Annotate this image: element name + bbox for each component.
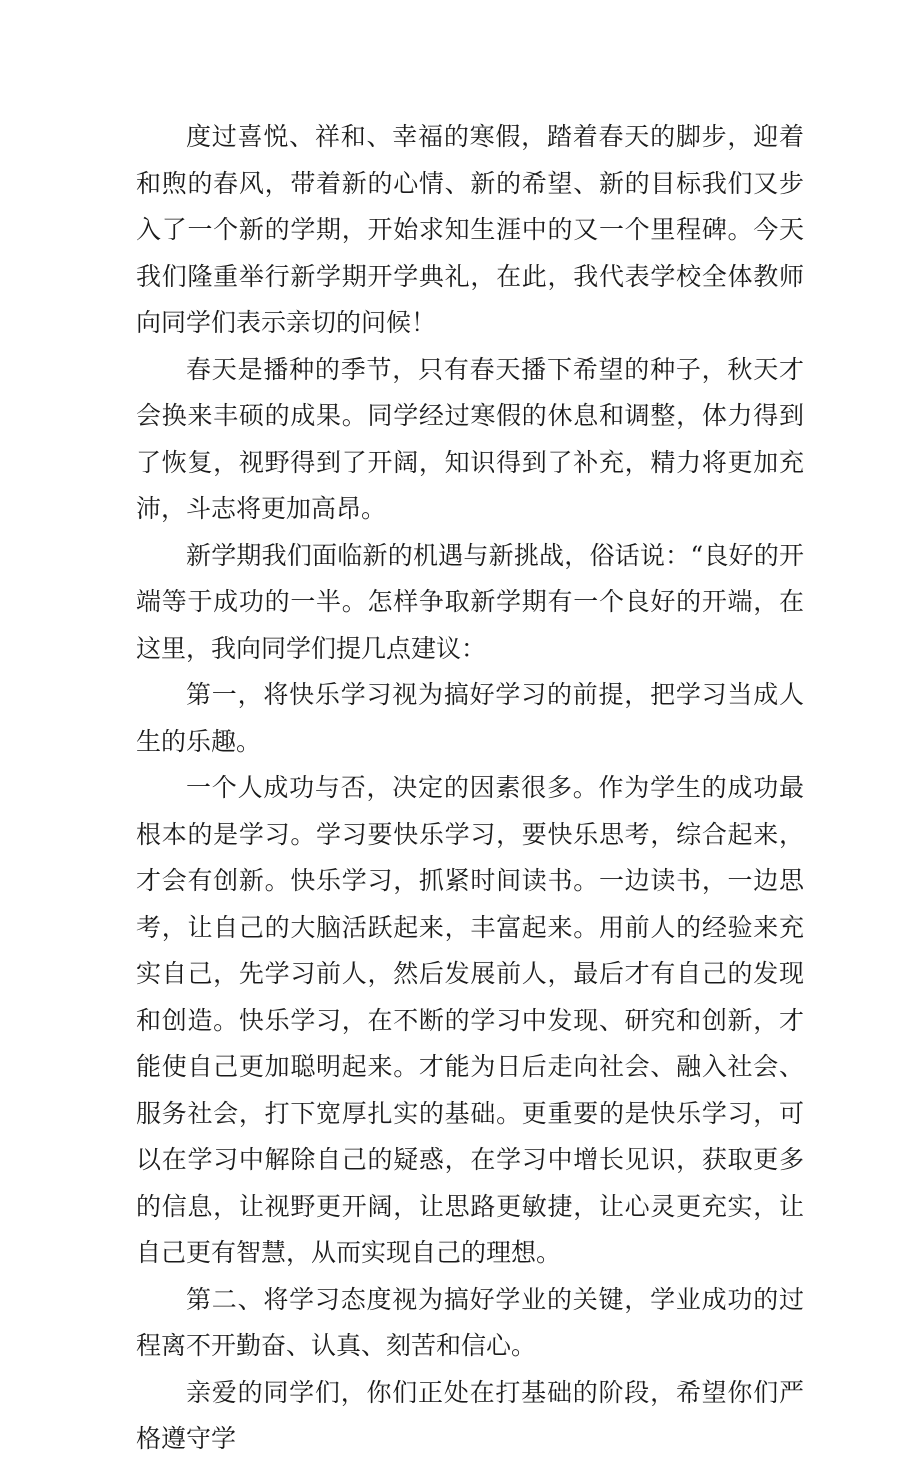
paragraph: 第二、将学习态度视为搞好学业的关键，学业成功的过程离不开勤奋、认真、刻苦和信心。 <box>136 1284 804 1360</box>
paragraph: 亲爱的同学们，你们正处在打基础的阶段，希望你们严格遵守学 <box>136 1377 804 1453</box>
paragraph: 第一，将快乐学习视为搞好学习的前提，把学习当成人生的乐趣。 <box>136 680 804 756</box>
document-body <box>136 114 804 1463</box>
paragraph: 新学期我们面临新的机遇与新挑战，俗话说：“良好的开端等于成功的一半。怎样争取新学期有一个良好的开端，在这里，我向同学们提几点建议： <box>136 540 804 663</box>
paragraph: 春天是播种的季节，只有春天播下希望的种子，秋天才会换来丰硕的成果。同学经过寒假的休息和调整，体力得到了恢复，视野得到了开阔，知识得到了补充，精力将更加充沛，斗志将更加高昂。 <box>136 354 804 523</box>
paragraph: 一个人成功与否，决定的因素很多。作为学生的成功最根本的是学习。学习要快乐学习，要快乐思考，综合起来，才会有创新。快乐学习，抓紧时间读书。一边读书，一边思考，让自己的大脑活跃起来，丰富起来。用前人的经验来充实自己，先学习前人，然后发展前人，最后才有自己的发现和创造。快乐学习，在不断的学习中发现、研究和创新，才能使自己更加聪明起来。才能为日后走向社会、融入社会、服务社会，打下宽厚扎实的基础。更重要的是快乐学习，可以在学习中解除自己的疑惑，在学习中增长见识，获取更多的信息，让视野更开阔，让思路更敏捷，让心灵更充实，让自己更有智慧，从而实现自己的理想。 <box>136 773 804 1267</box>
paragraph: 度过喜悦、祥和、幸福的寒假，踏着春天的脚步，迎着和煦的春风，带着新的心情、新的希望、新的目标我们又步入了一个新的学期，开始求知生涯中的又一个里程碑。今天我们隆重举行新学期开学典礼，在此，我代表学校全体教师向同学们表示亲切的问候！ <box>136 122 804 337</box>
